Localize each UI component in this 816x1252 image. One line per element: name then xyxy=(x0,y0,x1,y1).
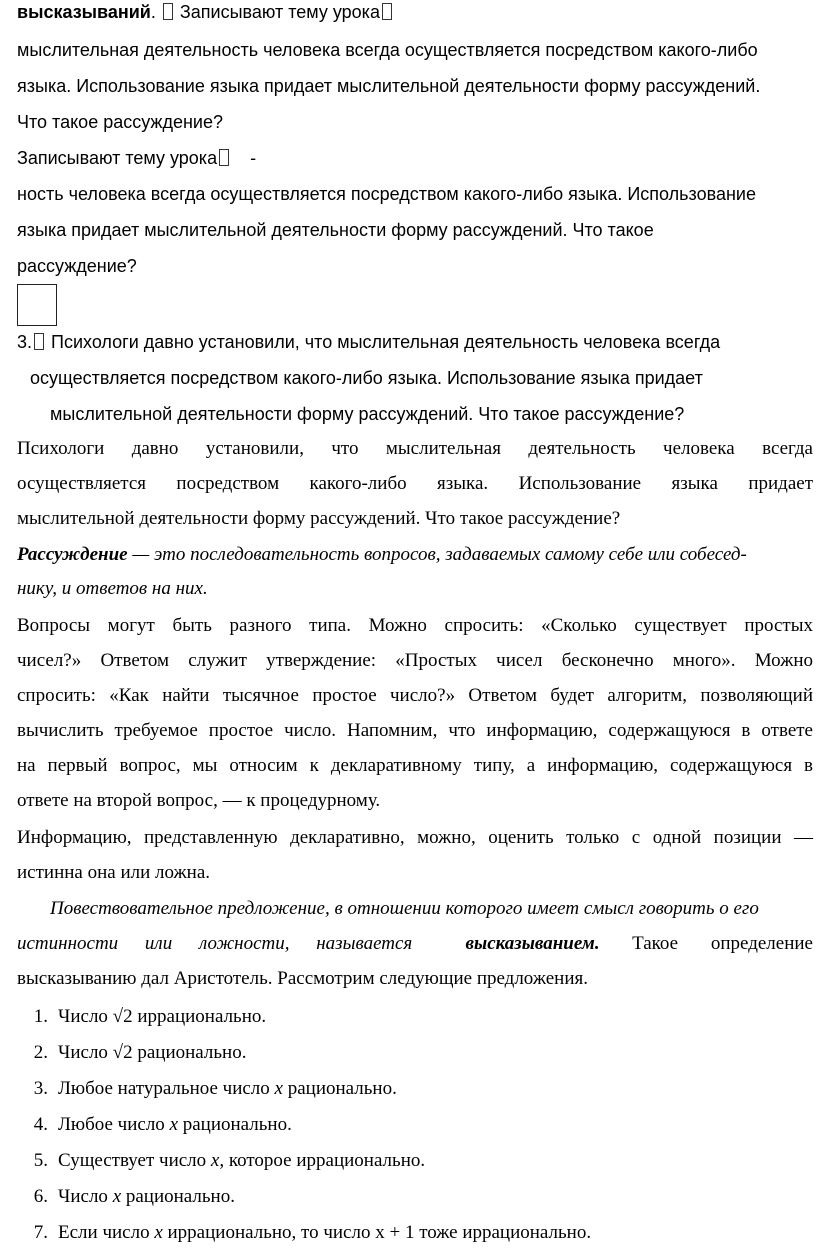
list-number: 7. xyxy=(33,1222,48,1243)
item3-text: Психологи давно установили, что мыслительная деятельность человека всегда xyxy=(51,332,721,352)
list-number: 2. xyxy=(33,1042,48,1063)
para1-line-1: Психологи давно установили, что мыслительная деятельность человека всегда xyxy=(17,438,813,459)
list-item xyxy=(24,1005,816,1029)
list-item xyxy=(24,1185,816,1209)
para1-line-3: мыслительной деятельности форму рассуждений. Что такое рассуждение? xyxy=(17,508,621,529)
list-item xyxy=(24,1077,816,1101)
top-line-6: ность человека всегда осуществляется посредством какого-либо языка. Использование xyxy=(17,184,756,204)
empty-checkbox-frame xyxy=(17,284,57,326)
definition-line-2: нику, и ответов на них. xyxy=(17,578,208,599)
definition-line-1 xyxy=(17,543,813,567)
para2-line-1: Вопросы могут быть разного типа. Можно спросить: «Сколько существует простых xyxy=(17,615,813,636)
item3-line-1 xyxy=(17,330,813,354)
list-text: Если число xyxy=(58,1222,155,1243)
para2-line-3: спросить: «Как найти тысячное простое число?» Ответом будет алгоритм, позволяющий xyxy=(17,685,813,706)
term-highlight: высказыванием. xyxy=(465,933,600,954)
list-item xyxy=(24,1149,816,1173)
lesson-topic-text: Записывают тему урока xyxy=(179,2,380,22)
missing-glyph-box xyxy=(219,149,229,166)
list-text: Существует число xyxy=(58,1150,211,1171)
top-line-2: мыслительная деятельность человека всегда осуществляется посредством какого-либо xyxy=(17,40,758,60)
list-text: рационально. xyxy=(121,1186,235,1207)
dash: - xyxy=(250,148,257,168)
top-line-8: рассуждение? xyxy=(17,256,137,276)
top-line-5 xyxy=(17,146,813,170)
list-number: 5. xyxy=(33,1150,48,1171)
missing-glyph-box xyxy=(163,3,173,20)
list-var: x xyxy=(274,1078,283,1099)
list-text: рационально. xyxy=(178,1114,292,1135)
list-item xyxy=(24,1113,816,1137)
list-var: x xyxy=(112,1186,122,1207)
list-text: Любое число xyxy=(58,1114,170,1135)
item3-number: 3. xyxy=(17,332,33,352)
definition-term: Рассуждение xyxy=(17,544,128,565)
para4-line-2 xyxy=(17,932,813,956)
top-line-3: языка. Использование языка придает мыслительной деятельности форму рассуждений. xyxy=(17,76,761,96)
para2-line-4: вычислить требуемое простое число. Напомним, что информацию, содержащуюся в ответе xyxy=(17,720,813,741)
top-line-1: высказываний. Записывают тему урока xyxy=(17,0,813,24)
list-text: Число xyxy=(58,1186,113,1207)
para2-line-2: чисел?» Ответом служит утверждение: «Простых чисел бесконечно много». Можно xyxy=(17,650,813,671)
para1-line-2: осуществляется посредством какого-либо языка. Использование языка придает xyxy=(17,473,813,494)
para4-italic-words xyxy=(17,932,433,956)
top-line-7: языка придает мыслительной деятельности форму рассуждений. Что такое xyxy=(17,220,654,240)
para4-italic: истинности или ложности, называется xyxy=(17,933,413,954)
list-var: x xyxy=(154,1222,163,1243)
definition-text: — это последовательность вопросов, задаваемых самому себе или собесед- xyxy=(127,544,747,565)
list-number: 6. xyxy=(33,1186,48,1207)
item3-line-3: мыслительной деятельности форму рассуждений. Что такое рассуждение? xyxy=(50,404,685,424)
top-line-4: Что такое рассуждение? xyxy=(17,112,223,132)
para2-line-5: на первый вопрос, мы относим к декларативному типу, а информацию, содержащуюся в xyxy=(17,755,813,776)
list-text: Любое натуральное число xyxy=(58,1078,275,1099)
list-text: рационально. xyxy=(282,1078,397,1099)
item3-line-2: осуществляется посредством какого-либо языка. Использование языка придает xyxy=(30,368,703,388)
list-number: 3. xyxy=(33,1078,48,1099)
para3-line-1: Информацию, представленную декларативно, можно, оценить только с одной позиции — xyxy=(17,827,813,848)
list-text: иррационально, то число x + 1 тоже иррационально. xyxy=(162,1222,592,1243)
bold-fragment: высказываний xyxy=(17,2,151,22)
list-text: Число √2 иррационально. xyxy=(58,1006,267,1027)
para2-line-6: ответе на второй вопрос, — к процедурному. xyxy=(17,790,381,811)
para4-line-1: Повествовательное предложение, в отношении которого имеет смысл говорить о его xyxy=(50,898,759,919)
missing-glyph-box xyxy=(34,333,44,350)
list-item xyxy=(24,1041,816,1065)
list-var: x, xyxy=(210,1150,225,1171)
para4-line-3: высказыванию дал Аристотель. Рассмотрим следующие предложения. xyxy=(17,968,588,989)
list-var: x xyxy=(169,1114,178,1135)
list-item xyxy=(24,1221,816,1245)
list-text: Число √2 рационально. xyxy=(58,1042,247,1063)
para3-line-2: истинна она или ложна. xyxy=(17,862,210,883)
lesson-topic-text: Записывают тему урока xyxy=(17,148,218,168)
list-text: которое иррационально. xyxy=(224,1150,426,1171)
para4-rest: Такое определение xyxy=(632,933,813,954)
list-number: 1. xyxy=(33,1006,48,1027)
list-number: 4. xyxy=(33,1114,48,1135)
missing-glyph-box xyxy=(382,3,392,20)
